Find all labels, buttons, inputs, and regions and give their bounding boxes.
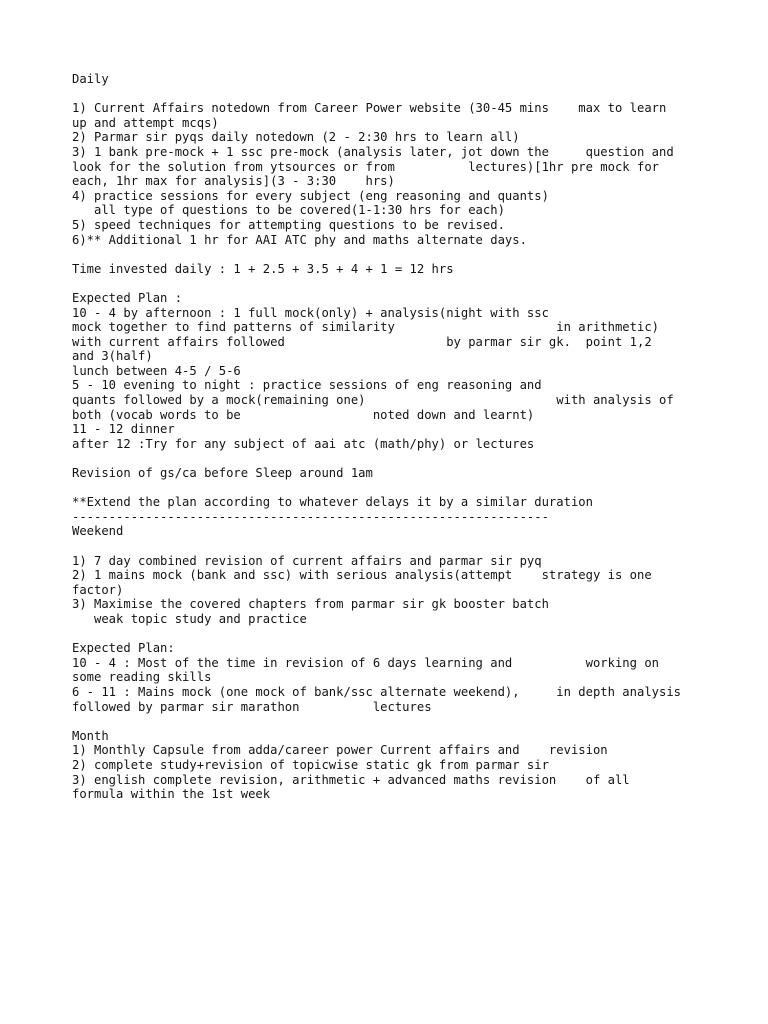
document-line bbox=[72, 451, 722, 466]
document-line: Daily bbox=[72, 72, 109, 86]
document-line: Expected Plan : bbox=[72, 290, 183, 305]
document-line bbox=[72, 539, 722, 554]
document-line: both (vocab words to be noted down and learnt) bbox=[72, 407, 535, 422]
document-line: 4) practice sessions for every subject (eng reasoning and quants) bbox=[72, 188, 549, 203]
document-body bbox=[72, 72, 722, 802]
document-line: 11 - 12 dinner bbox=[72, 422, 175, 437]
document-line: factor) bbox=[72, 582, 124, 597]
document-line: 2) 1 mains mock (bank and ssc) with serious analysis(attempt strategy is one bbox=[72, 568, 652, 583]
document-line bbox=[72, 481, 722, 496]
document-line: some reading skills bbox=[72, 670, 212, 685]
document-line: 10 - 4 by afternoon : 1 full mock(only) + analysis(night with ssc bbox=[72, 305, 549, 320]
document-line bbox=[72, 627, 722, 642]
document-line bbox=[72, 87, 722, 102]
document-line: mock together to find patterns of similarity in arithmetic) bbox=[72, 320, 659, 335]
document-line: Expected Plan: bbox=[72, 641, 175, 656]
document-line: 2) complete study+revision of topicwise static gk from parmar sir bbox=[72, 757, 549, 772]
document-line: after 12 :Try for any subject of aai atc (math/phy) or lectures bbox=[72, 436, 535, 451]
document-line: Weekend bbox=[72, 524, 124, 539]
document-line: followed by parmar sir marathon lectures bbox=[72, 699, 432, 714]
document-line: all type of questions to be covered(1-1:30 hrs for each) bbox=[72, 203, 505, 218]
document-line: 10 - 4 : Most of the time in revision of 6 days learning and working on bbox=[72, 655, 659, 670]
document-line: up and attempt mcqs) bbox=[72, 115, 219, 130]
document-line: quants followed by a mock(remaining one) with analysis of bbox=[72, 393, 674, 408]
document-line: 3) 1 bank pre-mock + 1 ssc pre-mock (analysis later, jot down the question and bbox=[72, 144, 674, 159]
document-line: 6)** Additional 1 hr for AAI ATC phy and maths alternate days. bbox=[72, 232, 527, 247]
document-line: formula within the 1st week bbox=[72, 787, 271, 802]
document-line: 1) Monthly Capsule from adda/career power Current affairs and revision bbox=[72, 743, 608, 758]
document-line: with current affairs followed by parmar sir gk. point 1,2 bbox=[72, 334, 652, 349]
document-line: Time invested daily : 1 + 2.5 + 3.5 + 4 + 1 = 12 hrs bbox=[72, 261, 454, 276]
document-line: 3) english complete revision, arithmetic + advanced maths revision of all bbox=[72, 772, 630, 787]
document-line: 1) 7 day combined revision of current affairs and parmar sir pyq bbox=[72, 553, 542, 568]
document-line: look for the solution from ytsources or from lectures)[1hr pre mock for bbox=[72, 159, 659, 174]
document-line: 3) Maximise the covered chapters from parmar sir gk booster batch bbox=[72, 597, 549, 612]
document-line bbox=[72, 247, 722, 262]
document-line: 6 - 11 : Mains mock (one mock of bank/ssc alternate weekend), in depth analysis bbox=[72, 684, 682, 699]
document-line: Revision of gs/ca before Sleep around 1am bbox=[72, 466, 373, 481]
document-line: each, 1hr max for analysis](3 - 3:30 hrs) bbox=[72, 174, 395, 189]
document-line bbox=[72, 714, 722, 729]
document-line: ----------------------------------------------------------------- bbox=[72, 509, 549, 524]
document-line: 5) speed techniques for attempting questions to be revised. bbox=[72, 217, 505, 232]
document-line: Month bbox=[72, 728, 109, 743]
document-line: lunch between 4-5 / 5-6 bbox=[72, 363, 241, 378]
document-line: 1) Current Affairs notedown from Career Power website (30-45 mins max to learn bbox=[72, 101, 667, 116]
document-line: 5 - 10 evening to night : practice sessions of eng reasoning and bbox=[72, 378, 542, 393]
document-line: weak topic study and practice bbox=[72, 611, 307, 626]
document-line: 2) Parmar sir pyqs daily notedown (2 - 2:30 hrs to learn all) bbox=[72, 130, 520, 145]
document-line bbox=[72, 276, 722, 291]
document-line: and 3(half) bbox=[72, 349, 153, 364]
document-line: **Extend the plan according to whatever delays it by a similar duration bbox=[72, 495, 593, 510]
